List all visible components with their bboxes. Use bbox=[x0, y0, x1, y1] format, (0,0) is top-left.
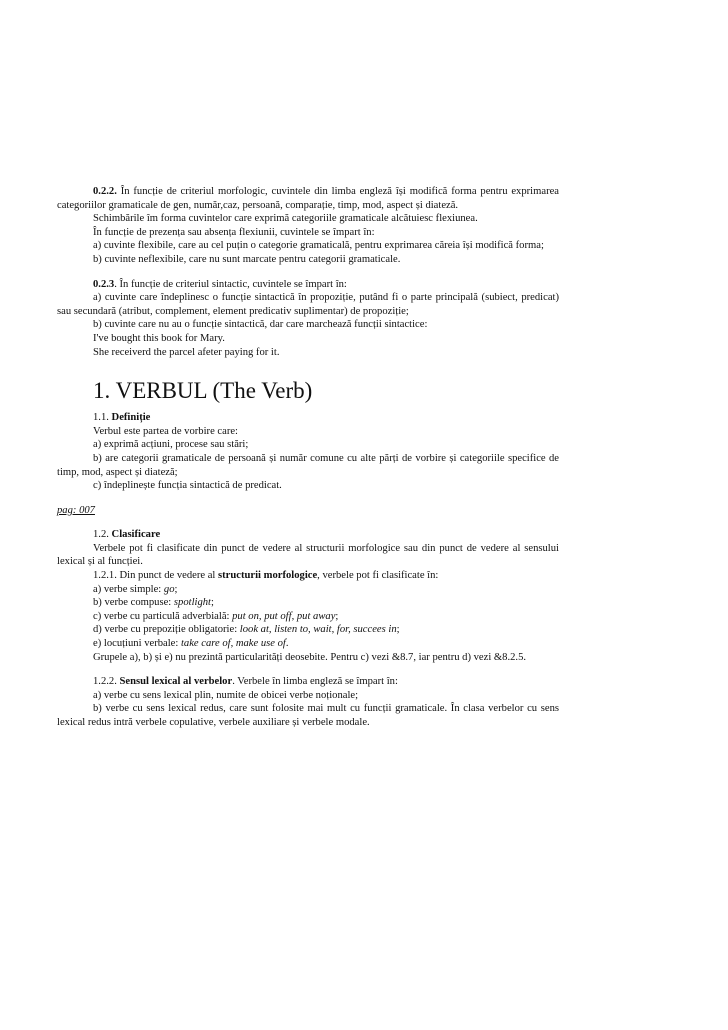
section-number: 0.2.2. bbox=[93, 186, 117, 197]
chapter-title: 1. VERBUL (The Verb) bbox=[93, 378, 313, 404]
list-item: a) verbe simple: go; bbox=[93, 583, 178, 595]
list-item: e) locuțiuni verbale: take care of, make use of. bbox=[93, 638, 289, 650]
verb-definition: Verbul este partea de vorbire care: bbox=[93, 425, 238, 437]
section-1-2-2-heading: 1.2.2. Sensul lexical al verbelor. Verbele în limba engleză se împart în: bbox=[93, 676, 398, 688]
section-0-2-2-paragraph: 0.2.2. În funcție de criteriul morfologic, cuvintele din limba engleză își modifică forma pentru exprimarea categoriilor gramaticale de gen, număr,caz, persoană, comparație, timp, mod, aspect și diateză. bbox=[57, 186, 559, 211]
list-item: b) verbe cu sens lexical redus, care sunt folosite mai mult cu funcții gramaticale. În clasa verbelor cu sens lexical redus intră verbele copulative, verbele auxiliare și verbele modale. bbox=[57, 703, 559, 728]
list-item-neflexible: b) cuvinte neflexibile, care nu sunt marcate pentru categorii gramaticale. bbox=[93, 253, 401, 265]
classification-intro: Verbele pot fi clasificate din punct de vedere al structurii morfologice sau din punct de vedere al sensului lexical și al funcției. bbox=[57, 542, 559, 568]
page-reference-link[interactable]: pag: 007 bbox=[57, 504, 95, 516]
list-item: b) verbe compuse: spotlight; bbox=[93, 597, 214, 609]
section-1-1-heading: 1.1. Definiție bbox=[93, 412, 151, 424]
flexiune-intro: În funcție de prezența sau absența flexiunii, cuvintele se împart în: bbox=[93, 226, 375, 238]
list-item-syntactic-b: b) cuvinte care nu au o funcție sintactică, dar care marchează funcții sintactice: bbox=[93, 319, 428, 331]
example-sentence: She receiverd the parcel afeter paying for it. bbox=[93, 346, 280, 358]
section-1-2-heading: 1.2. Clasificare bbox=[93, 529, 161, 541]
flexiune-definition: Schimbările îm forma cuvintelor care exprimă categoriile gramaticale alcătuiesc flexiunea. bbox=[93, 213, 478, 225]
section-0-2-3-paragraph: 0.2.3. În funcție de criteriul sintactic, cuvintele se împart în: bbox=[93, 278, 347, 290]
section-1-2-1-paragraph: 1.2.1. Din punct de vedere al structurii morfologice, verbele pot fi clasificate în: bbox=[93, 570, 439, 582]
document-page bbox=[57, 185, 559, 730]
list-item: c) verbe cu particulă adverbială: put on, put off, put away; bbox=[93, 610, 339, 622]
section-number: 0.2.3 bbox=[93, 278, 115, 290]
list-item: c) îndeplinește funcția sintactică de predicat. bbox=[93, 480, 282, 492]
example-sentence: I've bought this book for Mary. bbox=[93, 332, 225, 344]
list-item-syntactic-a: a) cuvinte care îndeplinesc o funcție sintactică în propoziție, putând fi o parte principală (subiect, predicat) sau secundară (atribut, complement, element predicativ suplimentar) de propoziție; bbox=[57, 292, 559, 317]
list-item: d) verbe cu prepoziție obligatorie: look at, listen to, wait, for, succees in; bbox=[93, 624, 400, 636]
list-item: b) are categorii gramaticale de persoană și număr comune cu alte părți de vorbire și categoriile specifice de timp, mod, aspect și diateză; bbox=[57, 452, 559, 478]
list-item-flexible: a) cuvinte flexibile, care au cel puțin o categorie gramaticală, pentru exprimarea căreia își modifică forma; bbox=[93, 240, 544, 252]
groups-note: Grupele a), b) și e) nu prezintă particularități deosebite. Pentru c) vezi &8.7, iar pentru d) vezi &8.2.5. bbox=[93, 651, 527, 663]
list-item: a) verbe cu sens lexical plin, numite de obicei verbe noționale; bbox=[93, 689, 359, 701]
list-item: a) exprimă acțiuni, procese sau stări; bbox=[93, 439, 249, 451]
